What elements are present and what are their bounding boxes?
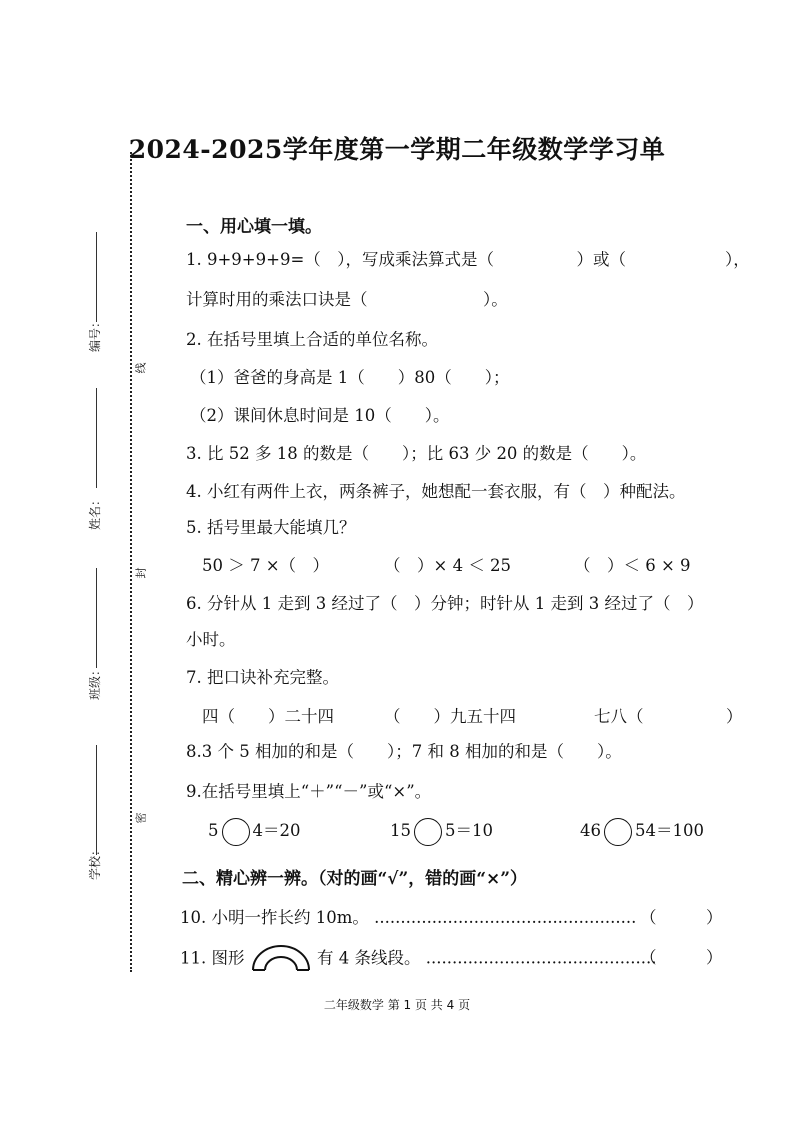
question-1-line2: 计算时用的乘法口诀是（ ）。 [186,290,508,309]
question-3: 3. 比 52 多 18 的数是（ ）；比 63 少 20 的数是（ ）。 [186,444,647,463]
question-5-item-2: （ ）× 4 ＜ 25 [384,556,512,575]
answer-circle[interactable] [604,818,632,846]
answer-circle[interactable] [222,818,250,846]
label-number: 编号： [88,315,102,352]
answer-circle[interactable] [414,818,442,846]
section2-heading: 二、精心辨一辨。（对的画“√”，错的画“×”） [182,869,528,889]
seal-mark-secret: 密 [134,812,148,824]
question-9-item-1: 5 4＝20 [208,817,301,846]
label-name: 姓名： [88,493,102,530]
question-9-item-3: 46 54＝100 [580,817,704,846]
label-school: 学校： [88,843,102,880]
binding-dotted-line [130,152,132,972]
question-2: 2. 在括号里填上合适的单位名称。 [186,330,438,349]
name-blank [96,388,97,488]
school-blank [96,745,97,855]
question-11-answer[interactable]: （ ） [640,948,723,967]
question-2-1: （1）爸爸的身高是 1（ ）80（ ）； [190,368,510,387]
question-9-item-2: 15 5＝10 [390,817,493,846]
question-10-answer[interactable]: （ ） [640,908,723,927]
question-7-item-3: 七八（ ） [594,707,743,726]
question-4: 4. 小红有两件上衣，两条裤子，她想配一套衣服，有（ ）种配法。 [186,482,686,501]
question-10: 10. 小明一拃长约 10m。 .................................................. [180,908,637,927]
seal-mark-line: 线 [134,362,148,374]
question-9: 9.在括号里填上“＋”“－”或“×”。 [186,782,432,801]
question-11: 11. 图形 有 4 条线段。 ............................................ [180,942,657,976]
section1-heading: 一、用心填一填。 [186,217,322,237]
label-class: 班级： [88,663,102,700]
question-5: 5. 括号里最大能填几？ [186,518,356,537]
question-1-line1: 1. 9+9+9+9=（ ），写成乘法算式是（ ）或（ ）， [186,250,750,269]
number-blank [96,232,97,322]
question-2-2: （2）课间休息时间是 10（ ）。 [190,406,450,425]
question-6-line1: 6. 分针从 1 走到 3 经过了（ ）分钟；时针从 1 走到 3 经过了（ ） [186,594,704,613]
class-blank [96,568,97,668]
page-title: 2024-2025学年度第一学期二年级数学学习单 [128,135,666,164]
question-6-line2: 小时。 [186,630,236,649]
question-7-item-1: 四（ ）二十四 [202,707,334,726]
question-5-item-3: （ ）＜ 6 × 9 [574,556,691,575]
page-footer: 二年级数学 第 1 页 共 4 页 [323,998,471,1012]
question-8: 8.3 个 5 相加的和是（ ）；7 和 8 相加的和是（ ）。 [186,742,622,761]
question-5-item-1: 50 ＞ 7 ×（ ） [202,556,330,575]
seal-mark-seal: 封 [134,567,148,579]
question-7: 7. 把口诀补充完整。 [186,668,339,687]
arch-figure-icon [250,942,312,976]
question-7-item-2: （ ）九五十四 [384,707,516,726]
